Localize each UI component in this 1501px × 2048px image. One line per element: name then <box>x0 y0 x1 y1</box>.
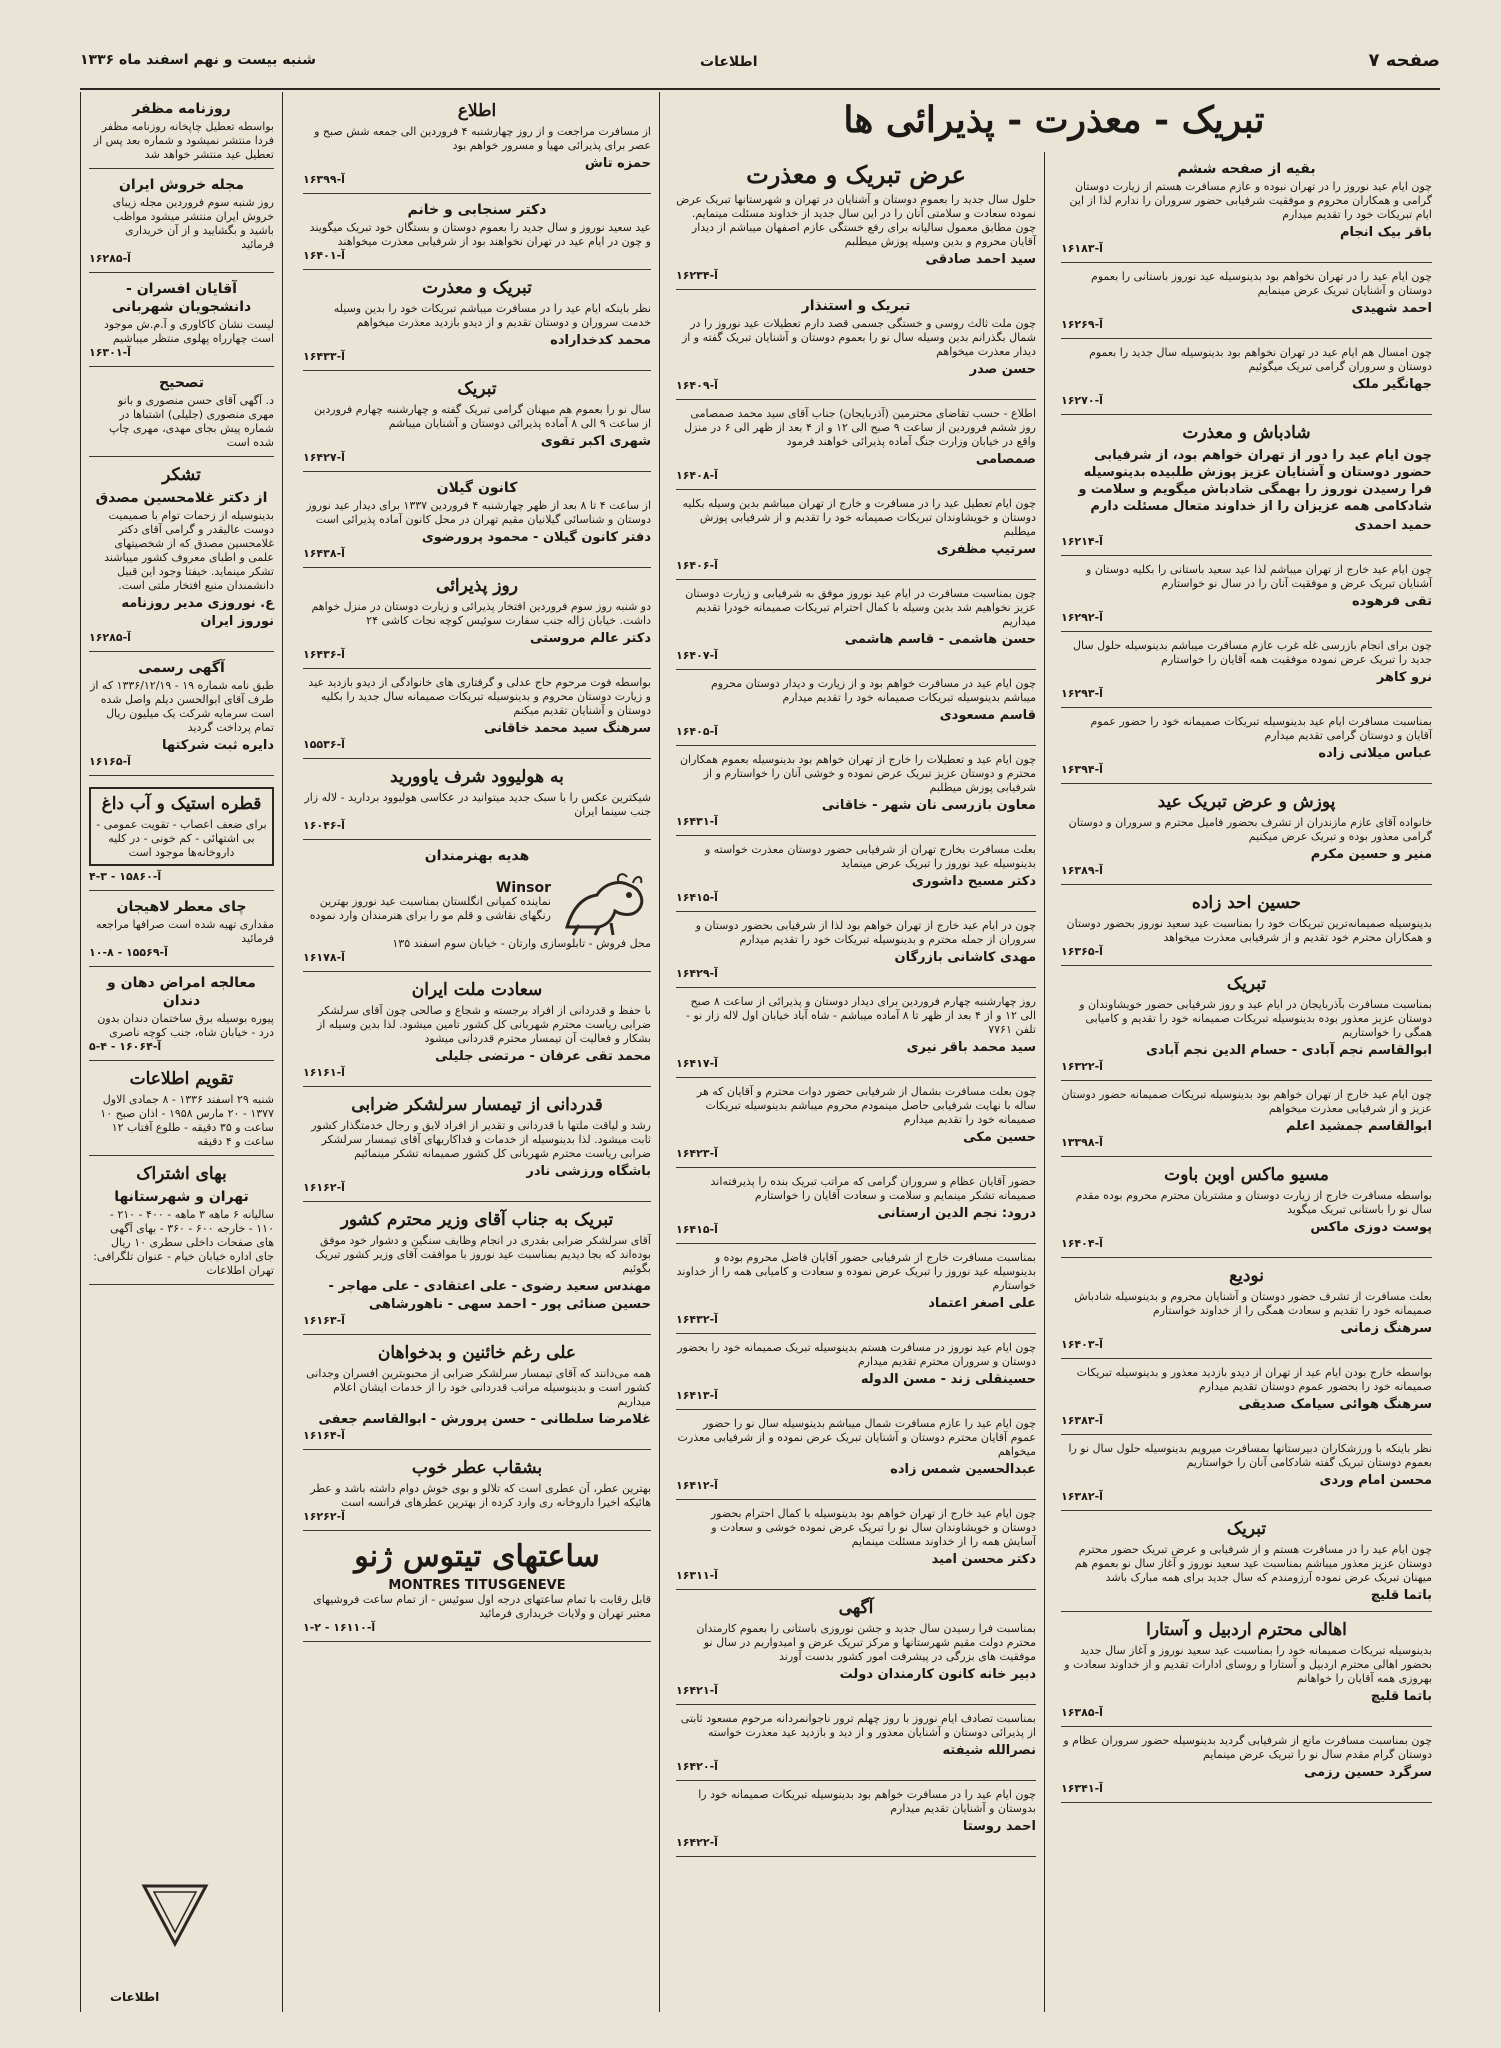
ad-code: آ-۱۶۱۶۳ <box>303 1314 345 1327</box>
ad-titus-watches <box>303 1534 651 1642</box>
notice-text: از مسافرت مراجعت و از روز چهارشنبه ۴ فروردین الی جمعه شش صبح و عصر برای پذیرائی مهیا و مسرور خواهم بود <box>314 125 651 152</box>
notice-r18 <box>1061 1730 1432 1803</box>
ad-text: پیوره بوسیله برق ساختمان دندان بدون درد - خیابان شاه، جنب کوچه ناصری <box>97 1012 274 1039</box>
ad-code: آ-۱۶۳۹۴ <box>1061 763 1103 776</box>
notice-title: روزنامه مظفر <box>132 101 231 117</box>
notice-appreciation <box>303 1090 651 1202</box>
notice-minister-congrats <box>303 1205 651 1335</box>
signature: معاون بازرسی نان شهر - خاقانی <box>821 798 1036 813</box>
notice-text: بعلت مسافرت بخارج تهران از شرفیابی حضور دوستان معذرت خواسته و بدینوسیله عید نوروز را تبریک عرض مینماید <box>704 843 1036 870</box>
column-second <box>295 92 660 2012</box>
notice-r9 <box>1061 888 1432 966</box>
ad-code: آ-۱۶۰۴۶ <box>303 819 345 832</box>
notice-title: حسین احد زاده <box>1191 893 1302 913</box>
notice-reception-day <box>303 571 651 669</box>
notice-title: تبریک و استنذار <box>801 298 911 314</box>
notice-m9 <box>676 915 1036 988</box>
paper-name: اطلاعات <box>700 54 758 70</box>
ad-code: آ-۱۶۱۱۰ - ۲-۱ <box>303 1621 376 1634</box>
signature: دکتر عالم مروستی <box>530 631 651 646</box>
notice-m19 <box>676 1784 1036 1857</box>
signature: سید احمد صادقی <box>925 252 1036 267</box>
notice-title: تبریک <box>457 379 497 399</box>
notice-text: چون برای انجام بازرسی غله غرب عازم مسافرت میباشم بدینوسیله حلول سال جدید را تبریک عرض نموده موفقیت همه آقایان را خواستارم <box>1073 639 1432 666</box>
signature: احمد شهیدی <box>1351 301 1432 316</box>
ad-code: آ-۱۶۴۱۳ <box>676 1389 718 1402</box>
ad-code: آ-۱۶۲۶۹ <box>1061 318 1103 331</box>
ad-code: آ-۱۶۴۰۳ <box>1061 1338 1103 1351</box>
signature: درود: نجم الدین ارستانی <box>877 1206 1036 1221</box>
notice-m6 <box>676 673 1036 746</box>
notice-text: بمناسبت فرا رسیدن سال جدید و جشن نوروزی باستانی را بعموم کارمندان محترم دولت مقیم شهرستانها و مرکز تبریک عرض و امیدواریم در سال نو موفقیت های بزرگی در پیشرفت امور کشور بدست آورند <box>696 1622 1036 1663</box>
ad-perfume <box>303 1453 651 1531</box>
notice-r13 <box>1061 1261 1432 1359</box>
signature: تقی فرهوده <box>1351 594 1432 609</box>
signature: باقر بیک انجام <box>1339 225 1432 240</box>
page-header-bar <box>80 48 1440 90</box>
notice-title: تبریک <box>1226 974 1267 994</box>
ad-code: آ-۱۶۴۳۲ <box>676 1313 718 1326</box>
ad-code: آ-۱۶۴۱۵ <box>676 1223 718 1236</box>
ad-code: آ-۱۳۳۹۸ <box>1061 1136 1103 1149</box>
page-headline: تبریک - معذرت - پذیرائی ها <box>843 99 1265 141</box>
notice-congrats <box>303 374 651 472</box>
ad-body <box>303 867 651 937</box>
notice-title: نودیع <box>1229 1266 1264 1286</box>
notice-text: چون بمناسبت مسافرت مانع از شرفیابی گردید بدینوسیله حضور سروران عظام و دوستان گرام مقدم سال نو را تبریک عرض مینمایم <box>1063 1734 1432 1761</box>
lion-logo-icon <box>559 867 651 937</box>
notice-r2 <box>1061 266 1432 339</box>
notice-title: تبریک <box>1226 1519 1267 1539</box>
signature: حمزه تاش <box>584 156 651 171</box>
ad-code: آ-۱۶۴۳۳ <box>303 350 345 363</box>
column-middle <box>668 152 1045 2012</box>
notice-m4 <box>676 493 1036 580</box>
ad-code: آ-۱۵۸۶۰ - ۳-۴ <box>89 870 162 883</box>
notice-mozaffar <box>89 96 274 169</box>
notice-text: لیست نشان کاکاوری و آ.م.ش موجود است چهارراه پهلوی منتظر میباشیم <box>103 318 274 345</box>
notice-official <box>89 655 274 776</box>
issue-date: شنبه بیست و نهم اسفند ماه ۱۳۳۶ <box>80 52 316 68</box>
notice-text: چون ایام عید نوروز در مسافرت هستم بدینوسیله تبریک صمیمانه خود را بحضور دوستان و سروران محترم تقدیم میدارم <box>677 1341 1036 1368</box>
signature: سید محمد باقر نیری <box>906 1040 1036 1055</box>
notice-r10 <box>1061 969 1432 1081</box>
subscription-subtitle: تهران و شهرستانها <box>114 1189 249 1205</box>
ad-title: به هولیوود شرف یاوورید <box>390 767 564 787</box>
notice-agahi <box>676 1593 1036 1705</box>
ad-code: آ-۱۶۱۶۵ <box>89 755 131 768</box>
notice-title: مجله خروش ایران <box>118 177 245 193</box>
ad-box <box>89 787 274 866</box>
ad-text: نماینده کمپانی انگلستان بمناسبت عید نوروز بهترین رنگهای نقاشی و قلم مو را برای هنرمندان وارد نموده <box>309 895 551 922</box>
notice-text: چون ایام عید خارج از تهران خواهم بود بدینوسیله با کمال احترام بحضور دوستان و خویشاوندان سال نو را تبریک عرض نموده خوشی و سعادت و آسایش همه را از خداوند مسئلت مینمایم <box>710 1507 1036 1548</box>
ad-code: آ-۱۶۴۳۱ <box>676 815 718 828</box>
notice-text: چون در ایام عید خارج از تهران خواهم بود لذا از شرفیابی بحضور دوستان و سروران از جمله محترم و بدینوسیله تبریکات خود را تقدیم میدارم <box>695 919 1036 946</box>
notice-text: چون بمناسبت مسافرت در ایام عید نوروز موفق به شرفیابی و زیارت دوستان عزیز نخواهیم شد بدین وسیله با کمال احترام تبریکات صمیمانه خودرا تقدیم میداریم <box>685 587 1036 628</box>
ad-code: آ-۱۶۳۴۱ <box>1061 1782 1103 1795</box>
notice-title: تشکر <box>162 465 201 485</box>
notice-m8 <box>676 839 1036 912</box>
notice-title: تبریک به جناب آقای وزیر محترم کشور <box>340 1210 614 1230</box>
notice-text: چون ایام عید را عازم مسافرت شمال میباشم بدینوسیله سال نو را حضور عموم آقایان محترم دوستان و آشنایان تبریک عرض نموده و از شرفیابی معذرت میخواهم <box>677 1417 1036 1458</box>
signature: دکتر مسیح داشوری <box>911 874 1036 889</box>
notice-text: د. آگهی آقای حسن منصوری و بانو مهری منصوری (جلیلی) اشتباها در شماره پیش بجای مهدی، مهری چاپ شده است <box>108 394 274 449</box>
ad-code: آ-۱۶۳۲۲ <box>1061 1060 1103 1073</box>
notice-text: رشد و لیاقت ملتها با قدردانی و تقدیر از افراد لایق و رجال خدمتگذار کشور ثابت میشود. لذا بدینوسیله از خدمات و فداکاریهای آقای تیمسار سرلشکر ضرابی ریاست محترم شهربانی کل کشور صمیمانه تشکر مینمائیم <box>311 1119 651 1160</box>
notice-title: مسیو ماکس اوبن باوت <box>1164 1165 1329 1185</box>
ad-code: آ-۱۶۳۱۱ <box>676 1569 718 1582</box>
ad-code: آ-۱۶۲۷۰ <box>1061 394 1103 407</box>
signature: نصرالله شیفته <box>942 1743 1036 1758</box>
ad-title: بشقاب عطر خوب <box>411 1458 543 1478</box>
signature: دایره ثبت شرکتها <box>162 738 274 753</box>
ad-code: آ-۱۶۴۱۷ <box>676 1057 718 1070</box>
ad-code: آ-۱۶۴۲۰ <box>676 1760 718 1773</box>
signature: علی اصغر اعتماد <box>928 1296 1036 1311</box>
ad-code: آ-۱۶۴۲۷ <box>303 451 345 464</box>
ad-code: آ-۱۶۳۸۳ <box>1061 1414 1103 1427</box>
ad-code: آ-۱۶۳۸۹ <box>1061 864 1103 877</box>
notice-r3 <box>1061 342 1432 415</box>
notice-text: اطلاع - حسب تقاضای محترمین (آذربایجان) جناب آقای سید محمد صمصامی روز ششم فروردین از ساعت ۹ صبح الی ۱۲ و از ۴ بعد از ظهر الی ۶ در منزل واقع در خیابان وزارت جنگ آماده پذیرائی خواهند فرمود <box>684 407 1036 448</box>
notice-title: تبریک و معذرت <box>422 278 532 298</box>
notice-text: همه می‌دانند که آقای تیمسار سرلشکر ضرابی از محبوبترین افسران وجدانی کشور است و بدینوسیله مراتب قدردانی خود را از خدمات ایشان اعلام میداریم <box>306 1367 651 1408</box>
notice-m5 <box>676 583 1036 670</box>
continued-label: بقیه از صفحه ششم <box>1177 161 1316 177</box>
ad-hollywood-photo <box>303 762 651 840</box>
notice-text: عید سعید نوروز و سال جدید را بعموم دوستان و بستگان خود تبریک میگویند و چون در ایام عید در تهران نخواهند بود از شرفیابی معذرت میخواهند <box>309 221 651 248</box>
notice-m12 <box>676 1171 1036 1244</box>
notice-m10 <box>676 991 1036 1078</box>
ad-code: آ-۱۶۴۰۷ <box>676 649 718 662</box>
signature: محمد کدخداراده <box>550 333 651 348</box>
notice-title: عرض تبریک و معذرت <box>746 160 966 189</box>
notice-text: دو شنبه روز سوم فروردین افتخار پذیرائی و زیارت دوستان در منزل خواهم داشت. خیابان ژاله جنب سفارت سوئیس کوچه نجات کاشی ۲۴ <box>311 600 651 627</box>
notice-text: نظر باینکه ایام عید را در مسافرت میباشم تبریکات خود را بدین وسیله خدمت سروران و دوستان تقدیم و از دیدو بازدید معذرت میخواهم <box>333 302 651 329</box>
notice-text: چون ایام عید و تعطیلات را خارج از تهران خواهم بود بدینوسیله بعموم همکاران محترم و دوستان عزیز تبریک عرض نموده و خوشی آنان را خواستارم و از شرفیابی پوزش میطلبم <box>679 753 1036 794</box>
subscription-box <box>89 1159 274 1285</box>
ad-tonic-drops <box>89 779 274 891</box>
notice-correction <box>89 370 274 457</box>
signature: سرهنگ هوائی سیامک صدیقی <box>1238 1397 1432 1412</box>
notice-title: اطلاع <box>457 101 497 121</box>
notice-khorosh <box>89 172 274 273</box>
notice-title: آگهی رسمی <box>138 660 225 676</box>
signature: محمد تقی عرفان - مرتضی جلیلی <box>435 1049 651 1064</box>
ad-code: آ-۱۶۴۳۸ <box>303 547 345 560</box>
notice-title: آقایان افسران - دانشجویان شهربانی <box>111 281 252 315</box>
ad-title: معالجه امراض دهان و دندان <box>107 975 256 1009</box>
notice-text: بدینوسیله صمیمانه‌ترین تبریکات خود را بمناسبت عید سعید نوروز بحضور دوستان و همکاران محترم خود تقدیم و از شرفیابی معذرت میخواهد <box>1066 917 1432 944</box>
ad-code: آ-۱۶۲۱۴ <box>1061 535 1103 548</box>
column-right <box>1053 152 1440 2012</box>
notice-title: قدردانی از تیمسار سرلشکر ضرابی <box>351 1095 603 1115</box>
ad-title: قطره استیک و آب داغ <box>101 794 262 814</box>
notice-text: چون ایام تعطیل عید را در مسافرت و خارج از تهران میباشم بدین وسیله بکلیه دوستان و خویشاوندان تبریکات صمیمانه خود را تقدیم و از شرفیابی پوزش میطلبم <box>682 497 1036 538</box>
notice-text: نظر باینکه با ورزشکاران دبیرستانها بمسافرت میرویم بدینوسیله حلول سال نو را بعموم دوستان تبریک گفته شادکامی آنان را خواستاریم <box>1068 1442 1432 1469</box>
notice-gilan-club <box>303 475 651 568</box>
notice-text: بواسطه خارج بودن ایام عید از تهران از دیدو بازدید معذور و بدینوسیله تبریکات صمیمانه خود را بحضور عموم دوستان تقدیم میدارم <box>1076 1366 1432 1393</box>
signature: سرتیپ مظفری <box>936 542 1036 557</box>
signature: باتما قلیچ <box>1370 1689 1432 1704</box>
signature: پوست دوزی ماکس <box>1310 1220 1432 1235</box>
notice-r12 <box>1061 1160 1432 1258</box>
notice-title: دکتر سنجابی و خانم <box>407 202 547 218</box>
signature: حسین مکی <box>963 1130 1036 1145</box>
signature: حسن هاشمی - قاسم هاشمی <box>844 632 1036 647</box>
signature: باشگاه ورزشی نادر <box>526 1164 651 1179</box>
notice-m15 <box>676 1413 1036 1500</box>
ad-code: آ-۱۶۳۰۱ <box>89 346 131 359</box>
ad-code: آ-۱۶۲۳۴ <box>676 269 718 282</box>
ad-code: آ-۱۶۱۶۱ <box>303 1066 345 1079</box>
notice-congrats-apology <box>303 273 651 371</box>
notice-title: شادباش و معذرت <box>1182 423 1311 443</box>
ad-code: آ-۱۶۲۸۵ <box>89 252 131 265</box>
ad-text: شیکترین عکس را با سبک جدید میتوانید در عکاسی هولیوود بردارید - لاله زار جنب سینما ایران <box>304 791 651 818</box>
signature: ابوالقاسم نجم آبادی - حسام الدین نجم آبادی <box>1145 1043 1432 1058</box>
calendar-title: تقویم اطلاعات <box>129 1069 234 1089</box>
column-left-narrow <box>80 92 283 2012</box>
ad-winsor <box>303 843 651 972</box>
signature: دبیر خانه کانون کارمندان دولت <box>839 1667 1036 1682</box>
notice-thanks <box>89 460 274 652</box>
notice-text: از ساعت ۴ تا ۸ بعد از ظهر چهارشنبه ۴ فروردین ۱۳۳۷ برای دیدار عید نوروز دوستان و شناسائی گیلانیان مقیم تهران در محل کانون آماده پذیرائی است <box>306 499 651 526</box>
ad-title: چای معطر لاهیجان <box>116 899 247 915</box>
ad-code: آ-۱۶۱۶۴ <box>303 1429 345 1442</box>
notice-r7 <box>1061 711 1432 784</box>
notice-text: چون ایام عید را در تهران نخواهم بود بدینوسیله عید نوروز باستانی را بعموم دوستان و آشنایان تبریک عرض مینمایم <box>1091 270 1432 297</box>
signature: سرهنگ سید محمد خاقانی <box>483 721 651 736</box>
ad-code: آ-۱۶۲۹۳ <box>1061 687 1103 700</box>
notice-sanjabi <box>303 197 651 270</box>
page-number: صفحه ۷ <box>1368 50 1440 71</box>
ad-code: آ-۱۶۴۰۱ <box>303 249 345 262</box>
ad-code: آ-۱۶۴۱۵ <box>676 891 718 904</box>
ad-code: آ-۱۶۴۱۲ <box>676 1479 718 1492</box>
signature: نرو کاهر <box>1376 670 1432 685</box>
notice-r15 <box>1061 1438 1432 1511</box>
ad-code: آ-۱۵۵۶۹ - ۸-۱۰ <box>89 946 168 959</box>
notice-title: روز پذیرائی <box>436 576 518 596</box>
subscription-title: بهای اشتراک <box>136 1164 227 1184</box>
notice-text: چون ایام عید نوروز را در تهران نبوده و عازم مسافرت هستم از زیارت دوستان گرامی و همکاران محروم و موفقیت شرفیابی حضور سروران را ندارم لذا از این ایام تبریکات خود را تقدیم میدارم <box>1069 180 1432 221</box>
notice-text: حلول سال جدید را بعموم دوستان و آشنایان در تهران و شهرستانها تبریک عرض نموده سعادت و سلامتی آنان را در این سال جدید از خداوند مسئلت مینمایم. چون مطابق معمول سالیانه برای رفع خستگی عازم اصفهان میباشم از دیدار آقایان محروم و بدین وسیله پوزش میطلبم <box>676 193 1036 248</box>
ad-code: آ-۱۶۴۲۲ <box>676 1836 718 1849</box>
notice-m11 <box>676 1081 1036 1168</box>
notice-text: چون ایام عید را در مسافرت خواهم بود بدینوسیله تبریکات صمیمانه خود را بدوستان و آشنایان تقدیم میدارم <box>698 1788 1036 1815</box>
ad-code: آ-۱۶۳۶۵ <box>1061 945 1103 958</box>
ad-code: آ-۱۶۴۰۵ <box>676 725 718 738</box>
notice-text: بواسطه فوت مرحوم حاج عدلی و گرفتاری های خانوادگی از دیدو بازدید عید و زیارت دوستان محروم و بدینوسیله تبریکات صمیمانه سال جدید را بکلیه دوستان و آشنایان تقدیم میکنم <box>308 676 651 717</box>
notice-m18 <box>676 1708 1036 1781</box>
ad-code: آ-۱۶۱۶۲ <box>303 1181 345 1194</box>
ad-brand: Winsor <box>495 880 551 896</box>
notice-m13 <box>676 1247 1036 1334</box>
notice-r5 <box>1061 559 1432 632</box>
notice-r14 <box>1061 1362 1432 1435</box>
ad-lahijan-tea <box>89 894 274 967</box>
ad-title: هدیه بهنرمندان <box>424 848 530 864</box>
notice-text: چون ایام عید خارج از تهران خواهم بود بدینوسیله تبریکات صمیمانه حضور دوستان عزیز و از شرفیابی معذرت میخواهم <box>1061 1088 1432 1115</box>
ad-code: آ-۱۶۴۰۶ <box>676 559 718 572</box>
notice-title: علی رغم خائنین و بدخواهان <box>377 1343 577 1363</box>
notice-text: خانواده آقای عازم مازندران از تشرف بحضور فامیل محترم و سروران و دوستان گرامی معذور بوده و تبریک عرض میکنیم <box>1068 816 1432 843</box>
signature: دفتر کانون گیلان - محمود پرورضوی <box>421 530 651 545</box>
signature: مهدی کاشانی بازرگان <box>894 950 1036 965</box>
signature: جهانگیر ملک <box>1352 377 1432 392</box>
signature: ع. نوروزی مدیر روزنامه نوروز ایران <box>121 596 274 629</box>
signature: قاسم مسعودی <box>939 708 1036 723</box>
signature: غلامرضا سلطانی - حسن پرورش - ابوالقاسم جعفی <box>318 1412 651 1427</box>
signature: حسینقلی زند - مسن الدوله <box>860 1372 1036 1387</box>
notice-text: چون ایام عید را دور از تهران خواهم بود، از شرفیابی حضور دوستان و آشنایان عزیز پوزش طلبیده بدینوسیله فرا رسیدن نوروز را بهمگی شادباش میگویم و سلامت و شادکامی همه عزیزان را از خداوند متعال مسئلت دارم <box>1078 448 1432 514</box>
notice-text: چون ایام عید را در مسافرت هستم و از شرفیابی و عرض تبریک حضور محترم دوستان عزیز معذور میباشم بمناسبت عید سعید نوروز و آغاز سال نو بعموم هم میهنان تبریک عرض نموده آرزومندم که سال جدید برای همه مبارک باشد <box>1074 1543 1432 1584</box>
notice-text: روز چهارشنبه چهارم فروردین برای دیدار دوستان و پذیرائی از ساعت ۸ صبح الی ۱۲ و از ۴ بعد از ظهر تا ۸ آماده میباشم - شاه آباد خیابان اول لاله زار نو - تلفن ۷۷۶۱ <box>686 995 1036 1036</box>
notice-text: بمناسبت مسافرت بآذربایجان در ایام عید و روز شرفیابی حضور خویشاوندان و دوستان عزیز معذور بوده بدینوسیله تبریکات صمیمانه خود را تقدیم و کامیابی همگی را خواستاریم <box>1079 998 1432 1039</box>
notice-text: بمناسبت مسافرت خارج از شرفیابی حضور آقایان فاضل محروم بوده و بدینوسیله عید نوروز را تبریک عرض نموده و سعادت و کامیابی همه را از خداوند خواستارم <box>676 1251 1036 1292</box>
ad-footer: محل فروش - تابلوسازی وارتان - خیابان سوم اسفند ۱۳۵ <box>392 937 651 950</box>
ad-text: بهترین عطر، آن عطری است که تلالو و بوی خوش دوام داشته باشد و عطر هائیکه اخیرا داروخانه ری وارد کرده از بهترین عطرهای فرانسه است <box>310 1482 651 1509</box>
notice-text: چون ایام عید خارج از تهران میباشم لذا عید سعید باستانی را بکلیه دوستان و آشنایان تبریک عرض و موفقیت آنان را در سال نو خواستارم <box>1086 563 1432 590</box>
notice-m16 <box>676 1503 1036 1590</box>
signature: حمید احمدی <box>1354 518 1432 533</box>
notice-text: آقای سرلشکر ضرابی بقدری در انجام وظایف سنگین و دشوار خود موفق بوده‌اند که بجا دیدیم بمناسبت عید نوروز با موافقت آقای وزیر کشور تبریک بگوئیم <box>315 1234 651 1275</box>
ad-latin-title: MONTRES TITUSGENEVE <box>388 1578 566 1593</box>
signature: سرگرد حسین رزمی <box>1303 1765 1432 1780</box>
notice-m3 <box>676 403 1036 490</box>
notice-title: سعادت ملت ایران <box>411 980 543 1000</box>
notice-text: بمناسبت تصادف ایام نوروز با روز چهلم ترور ناجوانمردانه مرحوم مسعود ثابتی از پذیرائی دوستان و آشنایان معذور و از دید و بازدید عید معذرت خواسته <box>680 1712 1036 1739</box>
ad-code: آ-۱۶۲۸۵ <box>89 631 131 644</box>
ad-code: آ-۱۶۴۲۳ <box>676 1147 718 1160</box>
notice-text: سال نو را بعموم هم میهنان گرامی تبریک گفته و چهارشنبه چهارم فروردین از ساعت ۹ الی ۸ آماده پذیرائی دوستان و آشنایان میباشم <box>313 403 651 430</box>
ad-code: آ-۱۶۰۶۴ - ۴-۵ <box>89 1040 162 1053</box>
notice-text: بعلت مسافرت از تشرف حضور دوستان و آشنایان محروم و بدینوسیله شادباش صمیمانه خود را تقدیم و سعادت همگی را از خداوند خواستارم <box>1074 1290 1432 1317</box>
ad-code: آ-۱۶۲۶۲ <box>303 1510 345 1523</box>
notice-national-happiness <box>303 975 651 1087</box>
ad-text: قابل رقابت با تمام ساعتهای درجه اول سوئیس - از تمام ساعت فروشیهای معتبر تهران و ولایات خریداری فرمائید <box>313 1593 651 1620</box>
notice-title: اهالی محترم اردبیل و آستارا <box>1146 1620 1347 1640</box>
ad-code: آ-۱۶۴۰۸ <box>676 469 718 482</box>
notice-text: بدینوسیله از زحمات توام با صمیمیت دوست عالیقدر و گرامی آقای دکتر غلامحسین مصدق که از شخصیتهای علمی و اطبای معروف کشور میباشند تشکر مینماید. خیفتا وجود این قبیل دانشمندان منبع افتخار ملتی است. <box>104 509 274 592</box>
ad-dentist <box>89 970 274 1061</box>
signature: منیر و حسین مکرم <box>1310 847 1432 862</box>
ad-code: آ-۱۵۵۳۶ <box>303 738 345 751</box>
notice-text: بواسطه مسافرت خارج از زیارت دوستان و مشتریان محترم محروم بوده مقدم سال نو را باستانی تبریک میگوید <box>1075 1189 1432 1216</box>
ad-code: آ-۱۶۴۲۹ <box>676 967 718 980</box>
notice-m14 <box>676 1337 1036 1410</box>
signature: عبدالحسین شمس زاده <box>890 1462 1036 1477</box>
signature: شهری اکبر تقوی <box>540 434 651 449</box>
notice-text: بمناسبت مسافرت ایام عید بدینوسیله تبریکات صمیمانه خود را حضور عموم آقایان و دوستان گرامی تقدیم میدارم <box>1090 715 1432 742</box>
ad-code: آ-۱۶۴۰۴ <box>1061 1237 1103 1250</box>
notice-text: حضور آقایان عظام و سروران گرامی که مراتب تبریک بنده را پذیرفته‌اند صمیمانه تشکر مینمایم و سلامت و سعادت آقایان را خواستارم <box>710 1175 1036 1202</box>
ad-code: آ-۱۶۴۳۶ <box>303 648 345 661</box>
signature: باتما قلیچ <box>1370 1588 1432 1603</box>
notice-title: کانون گیلان <box>436 480 518 496</box>
signature: احمد روستا <box>962 1819 1036 1834</box>
ad-text: برای ضعف اعصاب - تقویت عمومی - بی اشتهائی - کم خونی - در کلیه داروخانه‌ها موجود است <box>96 818 267 859</box>
notice-title: تصحیح <box>159 375 204 391</box>
notice-text: چون بعلت مسافرت بشمال از شرفیابی حضور دوات محترم و آقایان که هر ساله با نهایت شرفیابی حاصل مینمودم محروم میباشم بدینوسیله تبریکات صمیمانه خود را تقدیم میدارم <box>696 1085 1036 1126</box>
office-address: جای اداره خیابان خیام - عنوان تلگرافی: تهران اطلاعات <box>93 1250 274 1277</box>
notice-text: چون ملت ثالث روسی و خستگی جسمی قصد دارم تعطیلات عید نوروز را در شمال بگذرانم بدین وسیله سال نو را بعموم دوستان و آشنایان تبریک گفته و از دیدار معذرت میخواهم <box>681 317 1036 358</box>
notice-return <box>303 96 651 194</box>
ad-title: ساعتهای تیتوس ژنو <box>354 1539 600 1574</box>
signature: محسن امام وردی <box>1319 1473 1432 1488</box>
calendar-text: شنبه ۲۹ اسفند ۱۳۳۶ - ۸ جمادی الاول ۱۳۷۷ - ۲۰ مارس ۱۹۵۸ - اذان صبح ۱۰ ساعت و ۳۵ دقیقه - طلوع آفتاب ۱۲ ساعت و ۴ دقیقه <box>100 1093 274 1148</box>
signature: سرهنگ زمانی <box>1340 1321 1432 1336</box>
notice-text: بدینوسیله تبریکات صمیمانه خود را بمناسبت عید سعید نوروز و آغاز سال جدید بحضور اهالی محترم اردبیل و آستارا و روسای ادارات تقدیم و از خداوند سعادت و بهروزی همه آقایان را خواهانم <box>1064 1644 1432 1685</box>
notice-despite-traitors <box>303 1338 651 1450</box>
subscription-text: سالیانه ۶ ماهه ۳ ماهه - ۴۰۰ - ۲۱۰ - ۱۱۰ - خارجه ۶۰۰ - ۳۶۰ - بهای آگهی های صفحات داخلی سطری ۱۰ ریال <box>109 1208 274 1249</box>
notice-text: با حفظ و قدردانی از افراد برجسته و شجاع و صالحی چون آقای سرلشکر ضرابی ریاست محترم شهربانی کل کشور تامین میشود. لذا بدین وسیله از بشکار و فعالیت آن تیمسار محترم قدردانی میشود <box>316 1004 651 1045</box>
ad-code: آ-۱۶۲۹۲ <box>1061 611 1103 624</box>
notice-text: طبق نامه شماره ۱۹ - ۱۳۳۶/۱۲/۱۹ که از طرف آقای ابوالحسن دیلم واصل شده است سرمایه شرکت یک میلیون ریال تمام پرداخت گردید <box>90 679 274 734</box>
ad-code: آ-۱۶۳۸۵ <box>1061 1706 1103 1719</box>
signature: عباس میلانی زاده <box>1318 746 1432 761</box>
ad-code: آ-۱۶۴۰۹ <box>676 379 718 392</box>
notice-title: آگهی <box>838 1598 874 1618</box>
notice-subtitle: از دکتر غلامحسین مصدق <box>95 490 268 506</box>
ad-text: مقداری تهیه شده است صرافها مراجعه فرمائید <box>95 918 274 945</box>
bottom-mark: اطلاعات <box>110 1990 160 2004</box>
notice-r6 <box>1061 635 1432 708</box>
notice-mourning <box>303 672 651 759</box>
notice-r1 <box>1061 156 1432 263</box>
ad-code: آ-۱۶۱۷۸ <box>303 951 345 964</box>
ad-code: آ-۱۶۳۹۹ <box>303 173 345 186</box>
signature: ابوالقاسم جمشید اعلم <box>1285 1119 1432 1134</box>
notice-police-officers <box>89 276 274 367</box>
notice-text: روز شنبه سوم فروردین مجله زیبای خروش ایران منتشر میشود مواظب باشید و بگشایید و از آن خریداری فرمائید <box>112 196 274 251</box>
ad-code: آ-۱۶۴۲۱ <box>676 1684 718 1697</box>
notice-m2 <box>676 293 1036 400</box>
calendar-box <box>89 1064 274 1156</box>
notice-r4 <box>1061 418 1432 556</box>
notice-congrats-apology-main <box>676 156 1036 290</box>
notice-text: چون امسال هم ایام عید در تهران نخواهم بود بدینوسیله سال جدید را بعموم دوستان و سروران گرامی تبریک میگوئیم <box>1089 346 1432 373</box>
notice-r8 <box>1061 787 1432 885</box>
signature: دکتر محسن امید <box>931 1552 1036 1567</box>
notice-r17 <box>1061 1615 1432 1727</box>
notice-r11 <box>1061 1084 1432 1157</box>
notice-r16 <box>1061 1514 1432 1612</box>
ad-code: آ-۱۶۳۸۲ <box>1061 1490 1103 1503</box>
notice-title: پوزش و عرض تبریک عید <box>1157 792 1336 812</box>
notice-m7 <box>676 749 1036 836</box>
ad-code: آ-۱۶۱۸۳ <box>1061 242 1103 255</box>
signature: مهندس سعید رضوی - علی اعتقادی - علی مهاجر - حسین صنائی پور - احمد سهی - ناهورشاهی <box>328 1279 651 1312</box>
signature: حسن صدر <box>969 362 1036 377</box>
notice-text: بواسطه تعطیل چاپخانه روزنامه مظفر فردا منتشر نمیشود و شماره بعد پس از تعطیل عید منتشر خواهد شد <box>93 120 274 161</box>
triangle-logo-icon <box>140 1880 210 1950</box>
notice-text: چون ایام عید در مسافرت خواهم بود و از زیارت و دیدار دوستان محروم میباشم بدینوسیله تبریکات صمیمانه خود را تقدیم میدارم <box>710 677 1036 704</box>
signature: صمصامی <box>975 452 1036 467</box>
